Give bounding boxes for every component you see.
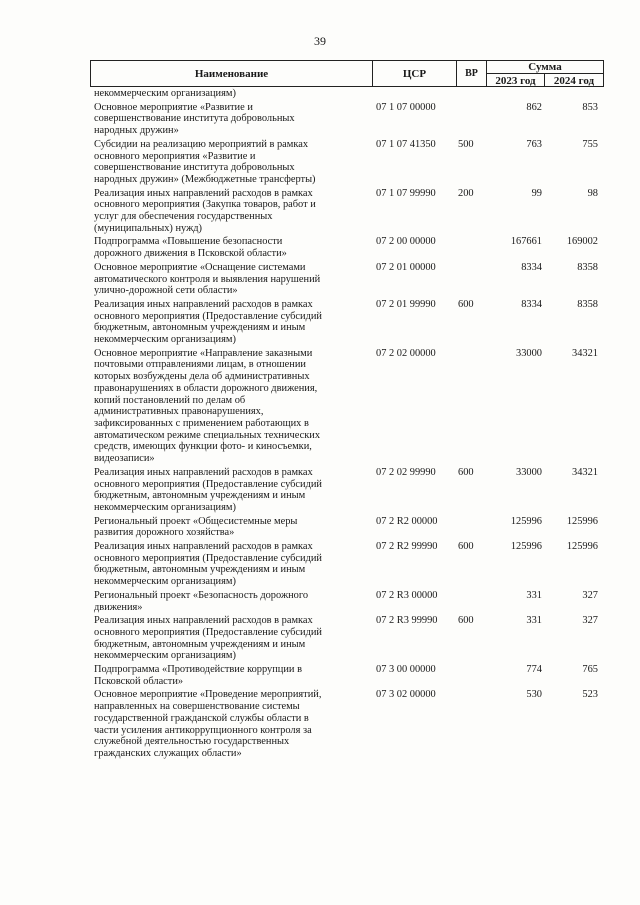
row-vr	[458, 664, 488, 687]
row-amount-2023	[488, 88, 546, 100]
row-amount-2023: 331	[526, 615, 542, 627]
row-csr: 07 2 R2 99990	[376, 541, 438, 553]
row-name-line: основного мероприятия (Предоставление субсидий	[94, 626, 322, 638]
row-csr: 07 1 07 00000	[376, 101, 436, 113]
row-name	[90, 188, 372, 235]
header-vr: ВР	[457, 61, 487, 86]
row-name-line: копий постановлений по делам об	[94, 394, 246, 406]
row-name-line: Подпрограмма «Противодействие коррупции в	[94, 664, 302, 676]
table-row	[90, 139, 604, 186]
row-name	[90, 348, 372, 465]
row-name-line: административных правонарушениях,	[94, 406, 264, 418]
row-amount-2024: 523	[582, 689, 598, 701]
row-name-line: Основное мероприятие «Развитие и	[94, 101, 253, 113]
row-name-line: Реализация иных направлений расходов в рамках	[94, 298, 313, 310]
row-amount-2023: 125996	[510, 541, 542, 553]
row-name	[90, 299, 372, 346]
row-name-line: зафиксированных с применением работающих в	[94, 417, 309, 429]
row-name-line: Основное мероприятие «Направление заказными	[94, 347, 313, 359]
row-csr: 07 2 R2 00000	[376, 515, 438, 527]
row-name	[90, 615, 372, 662]
row-name-line: услуг для обеспечения государственных	[94, 211, 273, 223]
row-name-line: гражданских служащих области»	[94, 747, 242, 759]
row-vr: 200	[458, 187, 474, 199]
row-name	[90, 139, 372, 186]
table-body	[90, 88, 604, 760]
row-name	[90, 236, 372, 259]
row-name-line: некоммерческим организациям)	[94, 334, 236, 346]
row-amount-2024: 853	[582, 101, 598, 113]
table-row	[90, 262, 604, 297]
row-name-line: Основное мероприятие «Оснащение системами	[94, 261, 306, 273]
row-name-line: (муниципальных) нужд)	[94, 222, 203, 234]
row-csr: 07 2 R3 00000	[376, 589, 438, 601]
row-name-line: некоммерческим организациям)	[94, 501, 236, 513]
row-amount-2024: 765	[582, 664, 598, 676]
table-row	[90, 102, 604, 137]
table-row	[90, 88, 604, 100]
row-name-line: народных дружин» (Межбюджетные трансферты)	[94, 173, 316, 185]
row-amount-2024: 327	[582, 615, 598, 627]
row-name-line: Подпрограмма «Повышение безопасности	[94, 236, 283, 248]
row-amount-2024: 125996	[566, 515, 598, 527]
row-name-line: Реализация иных направлений расходов в рамках	[94, 187, 313, 199]
row-amount-2023: 763	[526, 138, 542, 150]
table-row	[90, 590, 604, 613]
row-name-line: улично-дорожной сети области»	[94, 285, 238, 297]
row-csr: 07 2 02 99990	[376, 466, 436, 478]
row-name-line: направленных на совершенствование системы	[94, 701, 300, 713]
row-name	[90, 689, 372, 759]
row-name-line: которых возбуждены дела об административных	[94, 371, 310, 383]
row-name-line: бюджетным, автономным учреждениям и иным	[94, 490, 306, 502]
table-row	[90, 467, 604, 514]
row-name-line: автоматическом режиме специальных технических	[94, 429, 321, 441]
row-name	[90, 102, 372, 137]
row-name	[90, 664, 372, 687]
row-name-line: основного мероприятия (Предоставление субсидий	[94, 310, 322, 322]
row-name-line: служебной деятельностью государственных	[94, 736, 290, 748]
row-amount-2024: 8358	[577, 298, 598, 310]
table-row	[90, 299, 604, 346]
row-amount-2024: 125996	[566, 541, 598, 553]
row-name-line: Реализация иных направлений расходов в рамках	[94, 466, 313, 478]
row-name-line: видеозаписи»	[94, 453, 155, 465]
row-vr	[458, 590, 488, 613]
row-amount-2024: 327	[582, 589, 598, 601]
row-name-line: Региональный проект «Общесистемные меры	[94, 515, 298, 527]
row-csr: 07 2 01 00000	[376, 261, 436, 273]
row-amount-2023: 33000	[516, 347, 542, 359]
row-vr: 500	[458, 138, 474, 150]
row-name	[90, 590, 372, 613]
row-csr: 07 2 00 00000	[376, 236, 436, 248]
row-vr	[458, 102, 488, 137]
row-name-line: автоматического контроля и выявления нарушений	[94, 273, 321, 285]
row-amount-2023: 8334	[521, 298, 542, 310]
row-name	[90, 541, 372, 588]
row-csr: 07 1 07 41350	[376, 138, 436, 150]
table-row	[90, 348, 604, 465]
row-name-line: бюджетным, автономным учреждениям и иным	[94, 564, 306, 576]
table-row	[90, 188, 604, 235]
row-name-line: бюджетным, автономным учреждениям и иным	[94, 638, 306, 650]
row-name-line: некоммерческим организациям)	[94, 88, 236, 99]
row-vr: 600	[458, 298, 474, 310]
row-name-line: основного мероприятия (Закупка товаров, работ и	[94, 199, 316, 211]
row-amount-2023: 862	[526, 101, 542, 113]
header-year-2023: 2023 год	[487, 74, 545, 87]
row-amount-2023: 33000	[516, 466, 542, 478]
table-row	[90, 615, 604, 662]
row-vr	[458, 262, 488, 297]
row-csr	[372, 88, 458, 100]
row-amount-2023: 125996	[510, 515, 542, 527]
row-name-line: развития дорожного хозяйства»	[94, 527, 235, 539]
row-amount-2024: 34321	[572, 466, 598, 478]
row-name	[90, 88, 372, 100]
row-vr	[458, 88, 488, 100]
row-amount-2023: 774	[526, 664, 542, 676]
row-name	[90, 467, 372, 514]
table-row	[90, 689, 604, 759]
row-name-line: Реализация иных направлений расходов в рамках	[94, 541, 313, 553]
row-amount-2023: 331	[526, 589, 542, 601]
page-number: 39	[314, 34, 326, 48]
row-name-line: основного мероприятия (Предоставление субсидий	[94, 552, 322, 564]
row-name-line: Основное мероприятие «Проведение мероприятий,	[94, 689, 322, 701]
row-name-line: основного мероприятия «Развитие и	[94, 150, 256, 162]
table-row	[90, 236, 604, 259]
header-year-2024: 2024 год	[553, 74, 595, 87]
row-name-line: Субсидии на реализацию мероприятий в рамках	[94, 138, 309, 150]
row-name-line: Региональный проект «Безопасность дорожного	[94, 589, 309, 601]
row-name-line: совершенствование института добровольных	[94, 113, 295, 125]
row-name-line: Псковской области»	[94, 675, 184, 687]
row-name-line: народных дружин»	[94, 125, 179, 137]
row-name	[90, 516, 372, 539]
table-row	[90, 664, 604, 687]
row-vr: 600	[458, 541, 474, 553]
row-name-line: правонарушениях в области дорожного движения,	[94, 382, 318, 394]
row-csr: 07 2 01 99990	[376, 298, 436, 310]
row-name-line: совершенствование института добровольных	[94, 162, 295, 174]
table-row	[90, 516, 604, 539]
row-amount-2024: 169002	[566, 236, 598, 248]
row-csr: 07 1 07 99990	[376, 187, 436, 199]
row-name-line: средств, имеющих функции фото- и киносъемки,	[94, 441, 312, 453]
row-amount-2024: 34321	[572, 347, 598, 359]
row-amount-2023: 8334	[521, 261, 542, 273]
row-vr: 600	[458, 615, 474, 627]
row-name-line: дорожного движения в Псковской области»	[94, 248, 287, 260]
row-csr: 07 2 R3 99990	[376, 615, 438, 627]
row-csr: 07 2 02 00000	[376, 347, 436, 359]
row-name-line: Реализация иных направлений расходов в рамках	[94, 615, 313, 627]
row-amount-2023: 99	[531, 187, 542, 199]
row-vr: 600	[458, 466, 474, 478]
row-name	[90, 262, 372, 297]
row-vr	[458, 516, 488, 539]
row-name-line: почтовыми отправлениями лицам, в отношении	[94, 359, 306, 371]
row-name-line: части усиления антикоррупционного контроля за	[94, 724, 312, 736]
row-name-line: государственной гражданской службы области в	[94, 712, 309, 724]
row-vr	[458, 236, 488, 259]
row-name-line: некоммерческим организациям)	[94, 650, 236, 662]
table-row	[90, 541, 604, 588]
row-name-line: некоммерческим организациям)	[94, 576, 236, 588]
row-vr	[458, 348, 488, 465]
row-name-line: основного мероприятия (Предоставление субсидий	[94, 478, 322, 490]
header-name: Наименование	[91, 61, 373, 86]
row-vr	[458, 689, 488, 759]
row-amount-2023: 530	[526, 689, 542, 701]
row-name-line: бюджетным, автономным учреждениям и иным	[94, 322, 306, 334]
row-amount-2024	[546, 88, 602, 100]
row-amount-2023: 167661	[510, 236, 542, 248]
row-amount-2024: 755	[582, 138, 598, 150]
row-csr: 07 3 00 00000	[376, 664, 436, 676]
row-csr: 07 3 02 00000	[376, 689, 436, 701]
row-amount-2024: 98	[587, 187, 598, 199]
header-csr: ЦСР	[373, 61, 457, 86]
table-header	[90, 60, 604, 87]
row-name-line: движения»	[94, 601, 143, 613]
header-sum: Сумма	[487, 61, 603, 74]
row-amount-2024: 8358	[577, 261, 598, 273]
